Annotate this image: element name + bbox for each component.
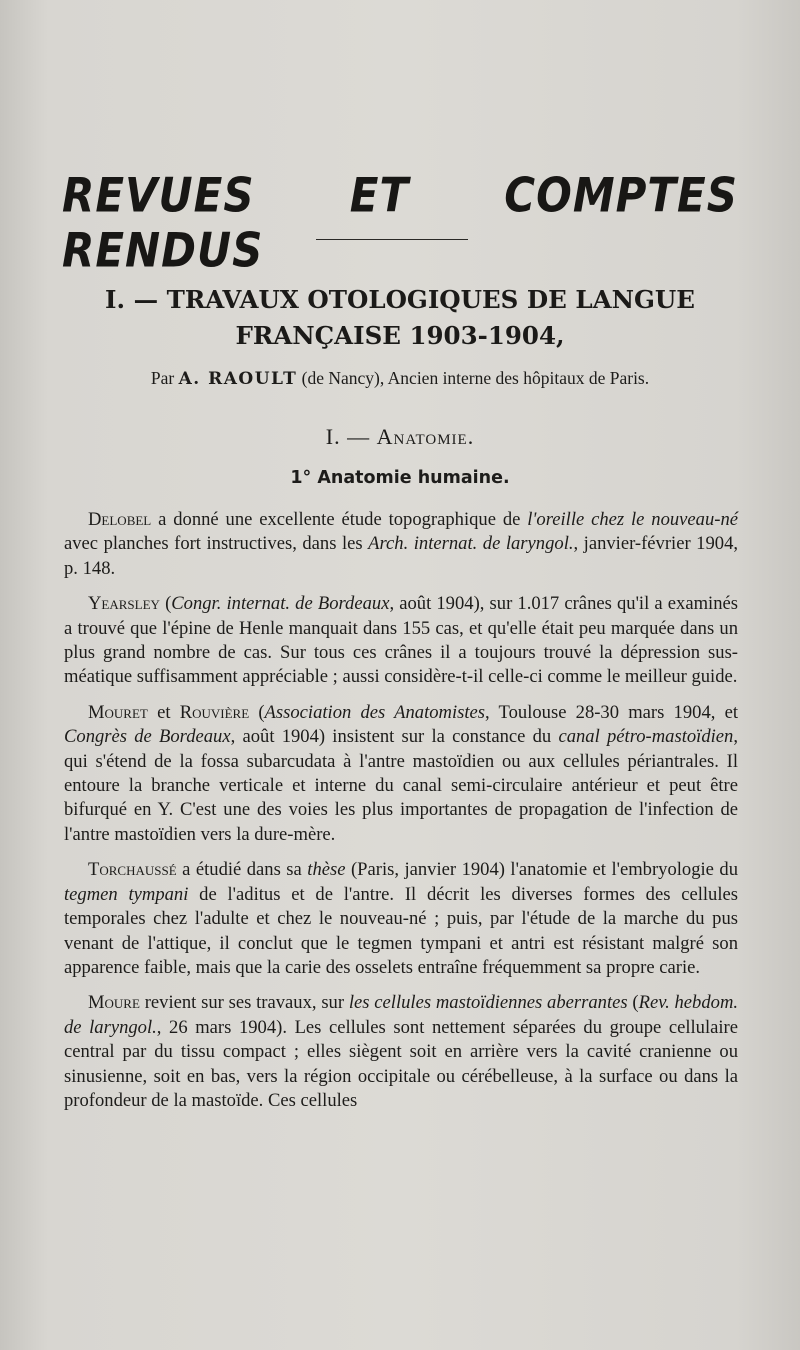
byline (62, 368, 738, 389)
text-run: ( (159, 593, 172, 615)
text-run: a donné une excellente étude topographique de (151, 509, 528, 530)
italic-run: Congrès de Bordeaux (64, 726, 231, 748)
author-name-run: Delobel (88, 509, 152, 530)
text-run: a étudié dans sa (176, 859, 308, 881)
author-name-run: Yearsley (88, 593, 160, 615)
article-title-line-2: FRANÇAISE 1903-1904, (235, 321, 565, 350)
italic-run: Arch. internat. de laryngol. (368, 533, 574, 555)
paragraph-torchausse (64, 858, 738, 980)
text-run: de l'aditus et de l'antre. Il décrit les diverses formes des cellules temporales chez l'adulte et chez le nouveau-né ; puis, par l'étude de la marche du pus venant de l'attique, il conclut que le tegmen tympani et antri est résistant malgré son apparence faible, mais que la carie des osselets entraîne fréquemment sa propre carie. (64, 883, 739, 978)
italic-run: Association des Anatomistes (264, 701, 486, 723)
italic-run: Congr. internat. de Bordeaux (171, 593, 390, 615)
article-title-line-1: I. — TRAVAUX OTOLOGIQUES DE LANGUE (105, 285, 695, 314)
byline-affiliation: (de Nancy), Ancien interne des hôpitaux de Paris. (297, 368, 650, 388)
author-name-run: Torchaussé (88, 859, 177, 881)
article-title (60, 282, 740, 354)
italic-run: Rev. hebdom. de laryngol. (64, 992, 739, 1038)
section-heading (62, 424, 738, 450)
byline-prefix: Par (150, 368, 179, 388)
paragraph-moure (64, 991, 738, 1113)
running-header: REVUES ET COMPTES RENDUS (62, 168, 738, 278)
italic-run: canal pétro-mastoïdien (558, 726, 734, 748)
text-run: revient sur ses travaux, sur (139, 992, 349, 1014)
text-run: , août 1904) insistent sur la constance du (230, 726, 559, 748)
paragraph-yearsley (64, 592, 738, 690)
author-name-run: Moure (88, 992, 140, 1014)
text-run: ( (627, 992, 639, 1014)
italic-run: tegmen tympani (64, 883, 189, 905)
text-run: , 26 mars 1904). Les cellules sont nettement séparées du groupe cellulaire central par du tissu compact ; elles siègent soit en arrière vers la cavité cranienne ou sinusienne, soit en bas, vers la région occipitale ou cérébelleuse, à la surface ou dans la profondeur de la mastoïde. Ces cellules (64, 1016, 738, 1111)
subsection-heading: 1° Anatomie humaine. (290, 468, 510, 488)
author-name-run: Rouvière (179, 701, 250, 723)
author-name: A. RAOULT (178, 369, 298, 389)
article-body (64, 508, 738, 1124)
text-run: avec planches fort instructives, dans les (64, 533, 369, 555)
text-run: , qui s'étend de la fossa subarcudata à l'antre mastoïdien ou aux cellules périantrales. Il entoure la branche verticale et interne du canal semi-circulaire antérieur et peut être bifurqué en Y. C'est une des voies les plus importantes de propagation de l'infection de l'antre mastoïdien vers la dure-mère. (64, 726, 738, 845)
text-run: , janvier-février 1904, p. 148. (64, 533, 739, 579)
text-run: et (147, 701, 180, 723)
text-run: (Paris, janvier 1904) l'anatomie et l'embryologie du (345, 859, 738, 881)
section-name: Anatomie. (376, 424, 475, 449)
author-name-run: Mouret (88, 701, 148, 723)
italic-run: les cellules mastoïdiennes aberrantes (348, 992, 628, 1014)
text-run: , Toulouse 28-30 mars 1904, et (485, 701, 739, 723)
paragraph-mouret-rouviere (64, 701, 738, 847)
header-rule (316, 239, 468, 240)
text-run: , août 1904), sur 1.017 crânes qu'il a examinés a trouvé que l'épine de Henle manquait dans 155 cas, et qu'elle était peu marquée dans un plus grand nombre de cas. Sur tous ces crânes il a toujours trouvé la dépression sus-méatique suffisamment appréciable ; aussi considère-t-il celle-ci comme le meilleur guide. (64, 593, 738, 688)
paragraph-delobel (64, 508, 738, 581)
text-run: ( (249, 701, 265, 723)
italic-run: l'oreille chez le nouveau-né (527, 509, 738, 530)
italic-run: thèse (307, 859, 346, 881)
section-number: I. — (325, 424, 377, 449)
